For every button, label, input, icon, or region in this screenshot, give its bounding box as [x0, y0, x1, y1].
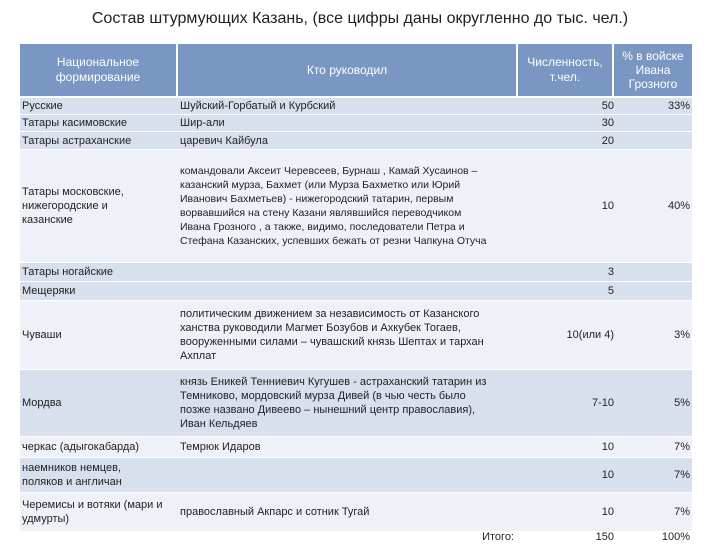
cell-leader: князь Еникей Тенниевич Кугушев - астраханский татарин из Темниково, мордовский мурза Дивей (в чью честь было позже названо Дивеево – нынешний центр православия), Иван Кельдяев — [180, 376, 487, 430]
table-header — [20, 44, 692, 96]
cell-percent — [614, 263, 692, 281]
cell-leader — [178, 263, 518, 281]
cell-percent — [614, 115, 692, 131]
cell-leader: политическим движением за независимость от Казанского ханства руководили Магмет Бозубов и Ахкубек Тогаев, вооруженными силами – чувашский князь Шептах и тархан Ахплат — [180, 308, 484, 362]
table-row — [20, 458, 692, 493]
cell-percent: 7% — [674, 506, 690, 518]
cell-unit: Татары астраханские — [22, 134, 132, 147]
cell-leader: православный Акпарс и сотник Тугай — [180, 506, 370, 518]
cell-unit: Чуваши — [22, 329, 62, 341]
cell-count: 10 — [601, 200, 614, 212]
cell-leader: Шуйский-Горбатый и Курбский — [180, 100, 336, 112]
cell-unit: Мещеряки — [22, 285, 76, 297]
total-label: Итого: — [482, 530, 514, 543]
header-unit: Национальное формирование — [20, 44, 176, 96]
table-row — [20, 282, 692, 301]
table-row — [20, 115, 692, 132]
cell-percent: 5% — [674, 397, 690, 409]
header-count: Численность, т.чел. — [518, 44, 612, 96]
cell-percent: 40% — [667, 200, 690, 212]
table-row — [20, 301, 692, 370]
army-composition-table — [20, 44, 692, 532]
total-percent: 100% — [661, 530, 690, 543]
table-row — [20, 98, 692, 115]
cell-count: 10 — [601, 441, 614, 453]
cell-leader: Шир-али — [180, 117, 225, 129]
cell-count: 30 — [601, 117, 614, 129]
cell-count: 20 — [601, 134, 614, 147]
cell-count: 10 — [601, 506, 614, 518]
cell-percent: 33% — [667, 100, 690, 112]
cell-leader: царевич Кайбула — [180, 134, 268, 147]
cell-unit: наемников немцев, поляков и англичан — [22, 462, 122, 488]
cell-unit: Татары ногайские — [22, 266, 114, 278]
cell-leader: Темрюк Идаров — [180, 441, 261, 453]
page-title: Состав штурмующих Казань, (все цифры даны округленно до тыс. чел.) — [91, 10, 629, 27]
header-percent: % в войске Ивана Грозного — [614, 44, 692, 96]
table-row — [20, 132, 692, 150]
cell-percent — [614, 282, 692, 300]
cell-count: 3 — [607, 266, 614, 278]
cell-percent — [614, 132, 692, 149]
cell-leader: командовали Аксеит Черевсеев, Бурнаш , Камай Хусаинов – казанский мурза, Бахмет (или Мурза Бахметко или Юрий Иванович Бахметьев) - нижегородский татарин, первым ворвавшийся на стену Казани являвшийся переводчиком Ивана Грозного , а также, видимо, последователи Петра и Стефана Казанских, успевших бежать от резни Чапкуна Отуча — [180, 165, 487, 247]
table-row — [20, 437, 692, 458]
cell-percent: 7% — [674, 469, 690, 481]
cell-unit: Черемисы и вотяки (мари и удмурты) — [22, 499, 163, 525]
cell-leader — [178, 282, 518, 300]
header-leader: Кто руководил — [178, 44, 516, 96]
table-row — [20, 263, 692, 282]
cell-count: 7-10 — [591, 397, 614, 409]
total-count: 150 — [595, 530, 614, 543]
cell-unit: черкас (адыгокабарда) — [22, 441, 140, 453]
cell-count: 5 — [607, 285, 614, 297]
total-row — [20, 530, 692, 544]
cell-unit: Мордва — [22, 397, 62, 409]
cell-count: 10 — [601, 469, 614, 481]
cell-unit: Русские — [22, 100, 63, 112]
cell-unit: Татары московские, нижегородские и казанские — [22, 186, 124, 226]
cell-count: 50 — [601, 100, 614, 112]
total-spacer — [20, 530, 178, 544]
cell-count: 10(или 4) — [566, 329, 614, 341]
cell-percent: 7% — [674, 441, 690, 453]
table-row — [20, 370, 692, 437]
cell-percent: 3% — [674, 329, 690, 341]
table-row — [20, 150, 692, 263]
cell-leader — [178, 458, 518, 492]
table-row — [20, 493, 692, 532]
cell-unit: Татары касимовские — [22, 117, 128, 129]
